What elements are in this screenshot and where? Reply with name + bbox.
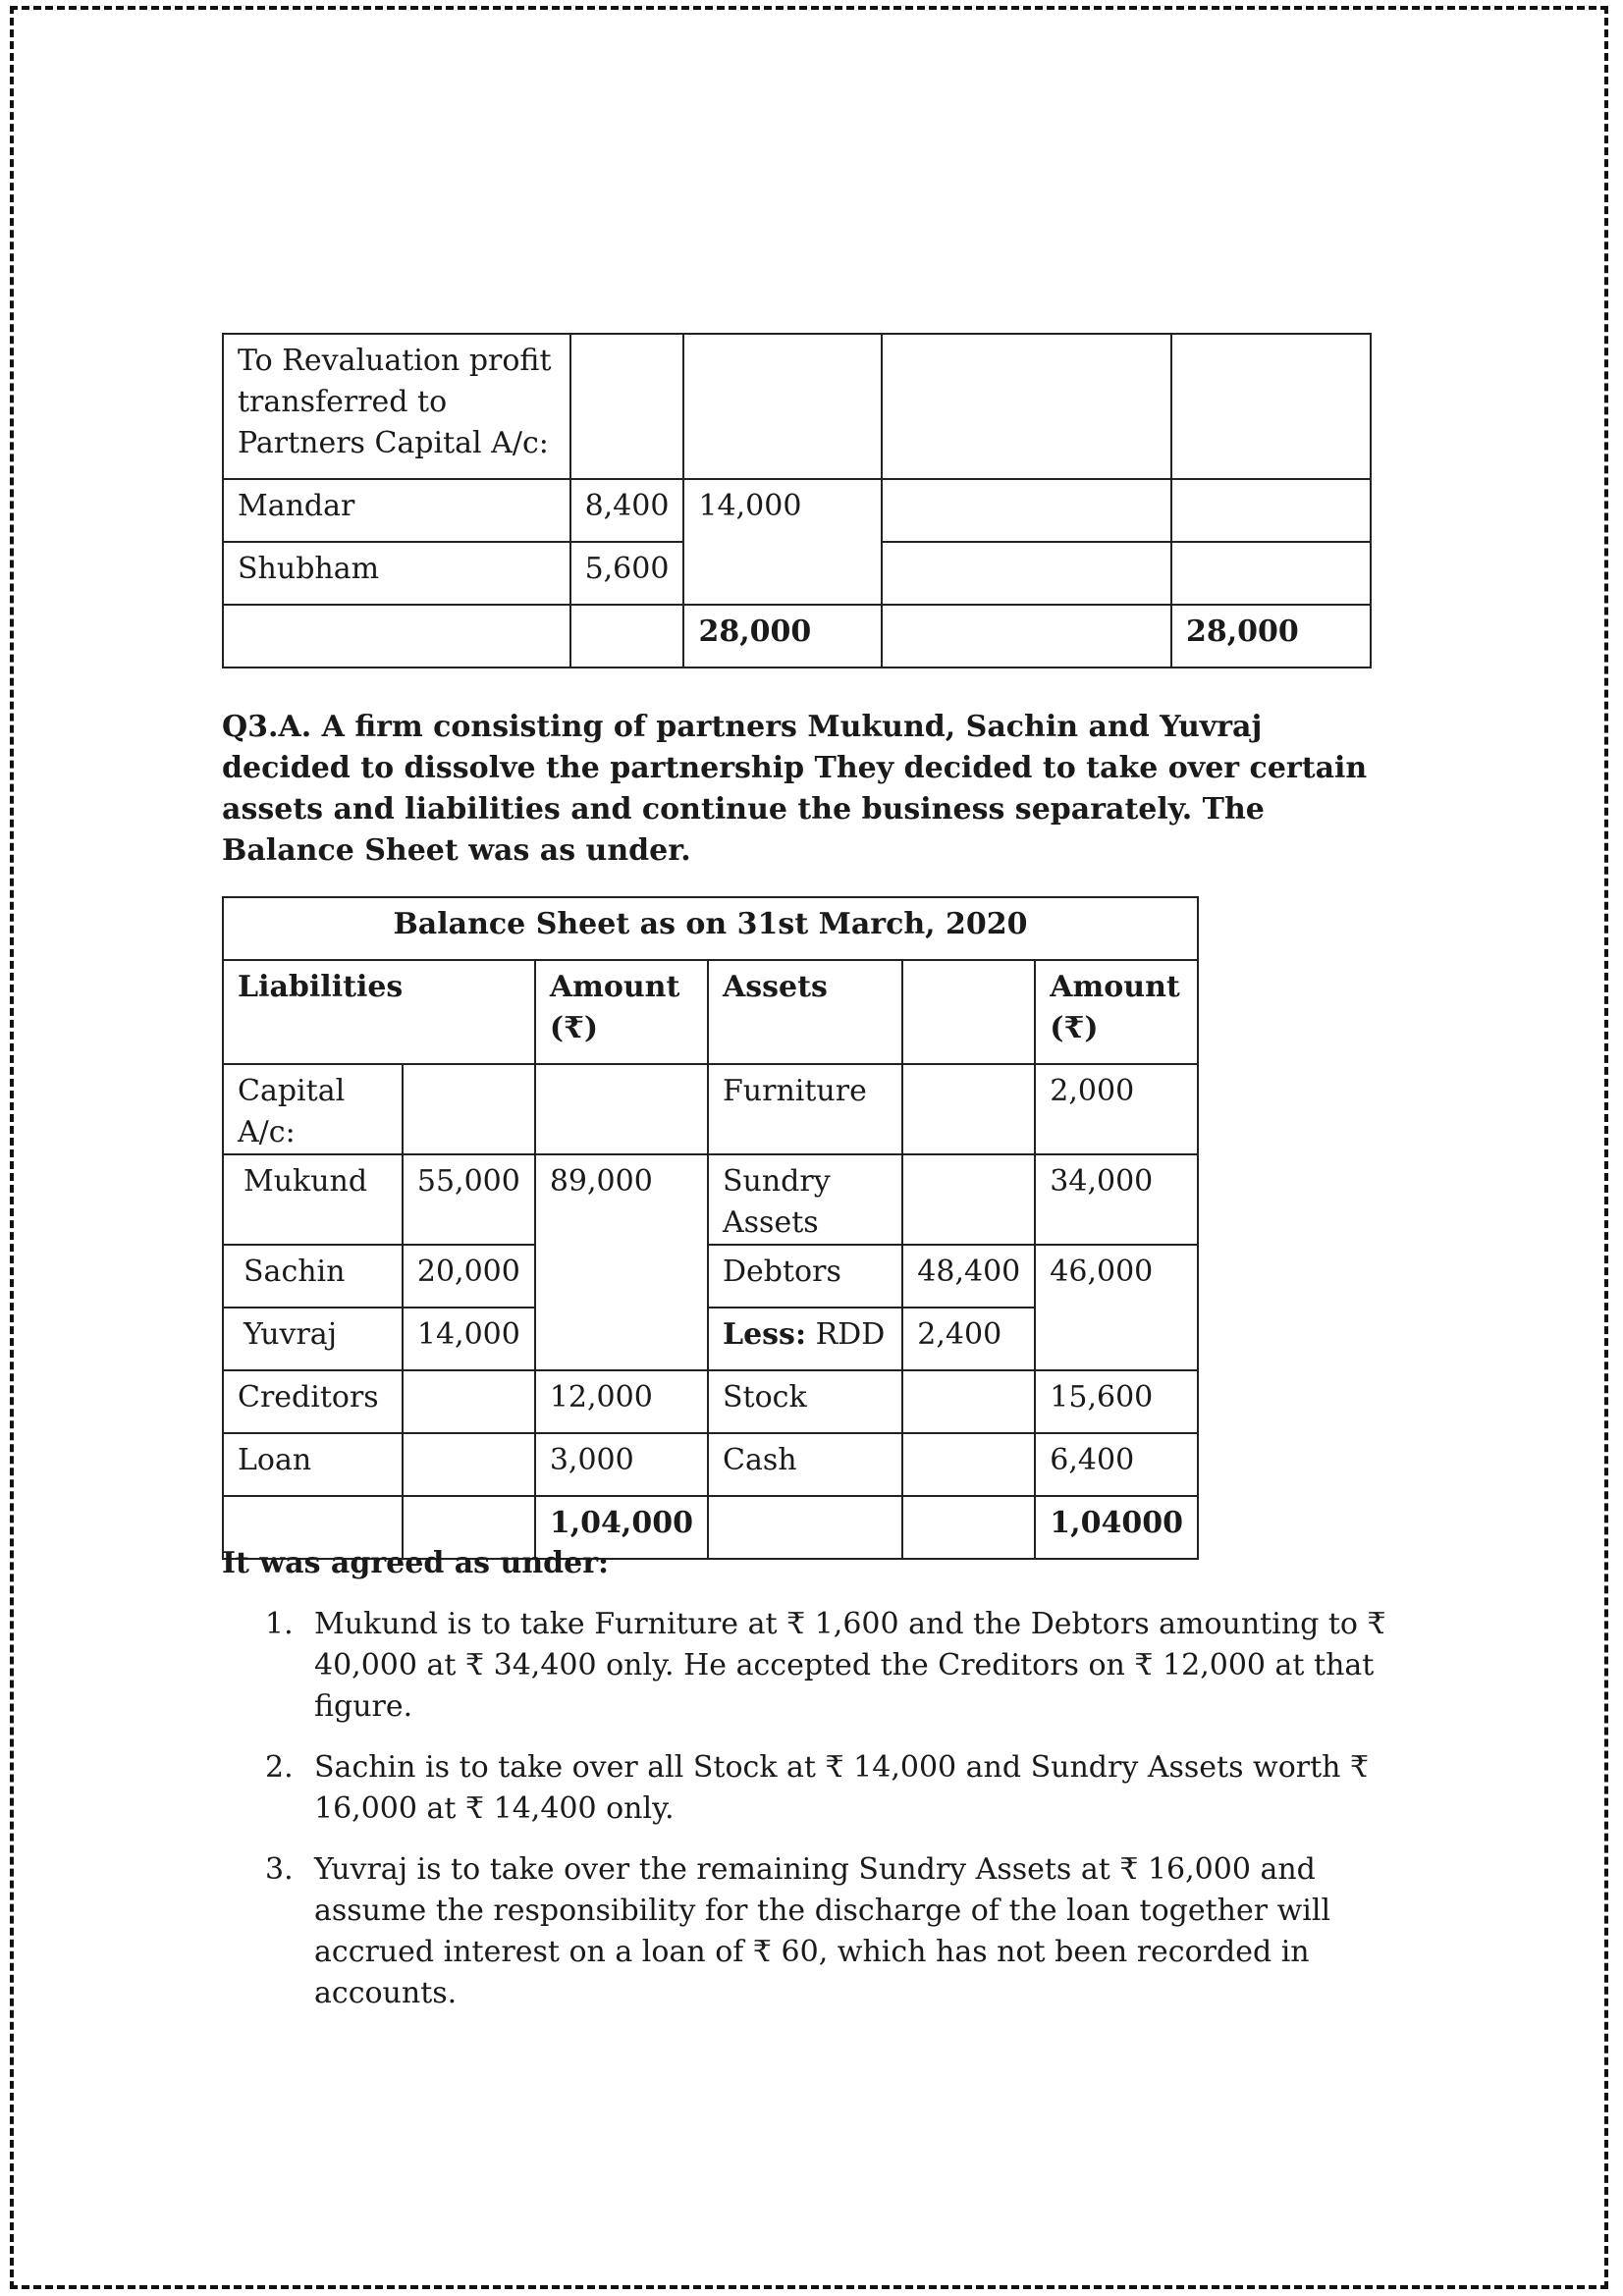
loan-label: Loan (223, 1433, 403, 1496)
list-text: Sachin is to take over all Stock at ₹ 14,000 and Sundry Assets worth ₹ 16,000 at ₹ 14,400 only. (314, 1750, 1370, 1826)
revaluation-table (222, 333, 1372, 668)
asset-amount: 34,000 (1035, 1154, 1198, 1245)
table-row (223, 1154, 1198, 1245)
list-number: 2. (265, 1750, 294, 1785)
question-text: Q3.A. A firm consisting of partners Mukund, Sachin and Yuvraj decided to dissolve the partnership They decided to take over certain assets and liabilities and continue the business separately. The Balance Sheet was as under. (222, 710, 1368, 868)
capital-label: Capital A/c: (223, 1064, 403, 1154)
revaluation-subtotal: 14,000 (683, 479, 882, 605)
partner-name: Mukund (223, 1154, 403, 1245)
header-liabilities: Liabilities (223, 960, 535, 1064)
asset-amount: 6,400 (1035, 1433, 1198, 1496)
list-number: 1. (265, 1607, 294, 1641)
header-assets: Assets (708, 960, 902, 1064)
table-row (223, 479, 1371, 542)
capital-total: 89,000 (535, 1154, 708, 1370)
partner-amount: 8,400 (570, 479, 684, 542)
asset-label: Furniture (708, 1064, 902, 1154)
partner-amount: 20,000 (403, 1245, 535, 1308)
agreement-list (265, 1604, 1414, 2034)
header-amount-right: Amount (₹) (1035, 960, 1198, 1064)
debtors-net: 46,000 (1035, 1245, 1198, 1370)
partner-amount: 5,600 (570, 542, 684, 605)
list-item (265, 1747, 1414, 1830)
table-row (223, 605, 1371, 667)
agreement-title: It was agreed as under: (222, 1546, 610, 1580)
asset-amount: 15,600 (1035, 1370, 1198, 1433)
list-text: Yuvraj is to take over the remaining Sundry Assets at ₹ 16,000 and assume the responsibility for the discharge of the loan together will accrued interest on a loan of ₹ 60, which has not been recorded in accounts. (314, 1852, 1331, 2010)
list-item (265, 1849, 1414, 2014)
rdd-amount: 2,400 (902, 1308, 1035, 1370)
table-row (223, 897, 1198, 960)
list-text: Mukund is to take Furniture at ₹ 1,600 and the Debtors amounting to ₹ 40,000 at ₹ 34,400 only. He accepted the Creditors on ₹ 12,000 at that figure. (314, 1607, 1386, 1724)
table-row (223, 1433, 1198, 1496)
table-row (223, 1370, 1198, 1433)
list-item (265, 1604, 1414, 1728)
partner-name: Sachin (223, 1245, 403, 1308)
creditors-label: Creditors (223, 1370, 403, 1433)
asset-label: Cash (708, 1433, 902, 1496)
creditors-amount: 12,000 (535, 1370, 708, 1433)
total-left: 1,04,000 (535, 1496, 708, 1559)
balance-sheet-title: Balance Sheet as on 31st March, 2020 (223, 897, 1198, 960)
partner-name: Shubham (223, 542, 570, 605)
partner-name: Mandar (223, 479, 570, 542)
table-row (223, 1064, 1198, 1154)
loan-amount: 3,000 (535, 1433, 708, 1496)
table-row (223, 334, 1371, 479)
table-row (223, 960, 1198, 1064)
partner-amount: 14,000 (403, 1308, 535, 1370)
debtors-gross: 48,400 (902, 1245, 1035, 1308)
balance-sheet-table (222, 896, 1199, 1560)
asset-label: Debtors (708, 1245, 902, 1308)
revaluation-header-label: To Revaluation profit transferred to Partners Capital A/c: (223, 334, 570, 479)
asset-label: Stock (708, 1370, 902, 1433)
rdd-label: Less: RDD (708, 1308, 902, 1370)
table-row (223, 1245, 1198, 1308)
partner-name: Yuvraj (223, 1308, 403, 1370)
total-left: 28,000 (683, 605, 882, 667)
asset-label: Sundry Assets (708, 1154, 902, 1245)
partner-amount: 55,000 (403, 1154, 535, 1245)
header-amount-left: Amount (₹) (535, 960, 708, 1064)
asset-amount: 2,000 (1035, 1064, 1198, 1154)
list-number: 3. (265, 1852, 294, 1887)
total-right: 1,04000 (1035, 1496, 1198, 1559)
total-right: 28,000 (1171, 605, 1371, 667)
